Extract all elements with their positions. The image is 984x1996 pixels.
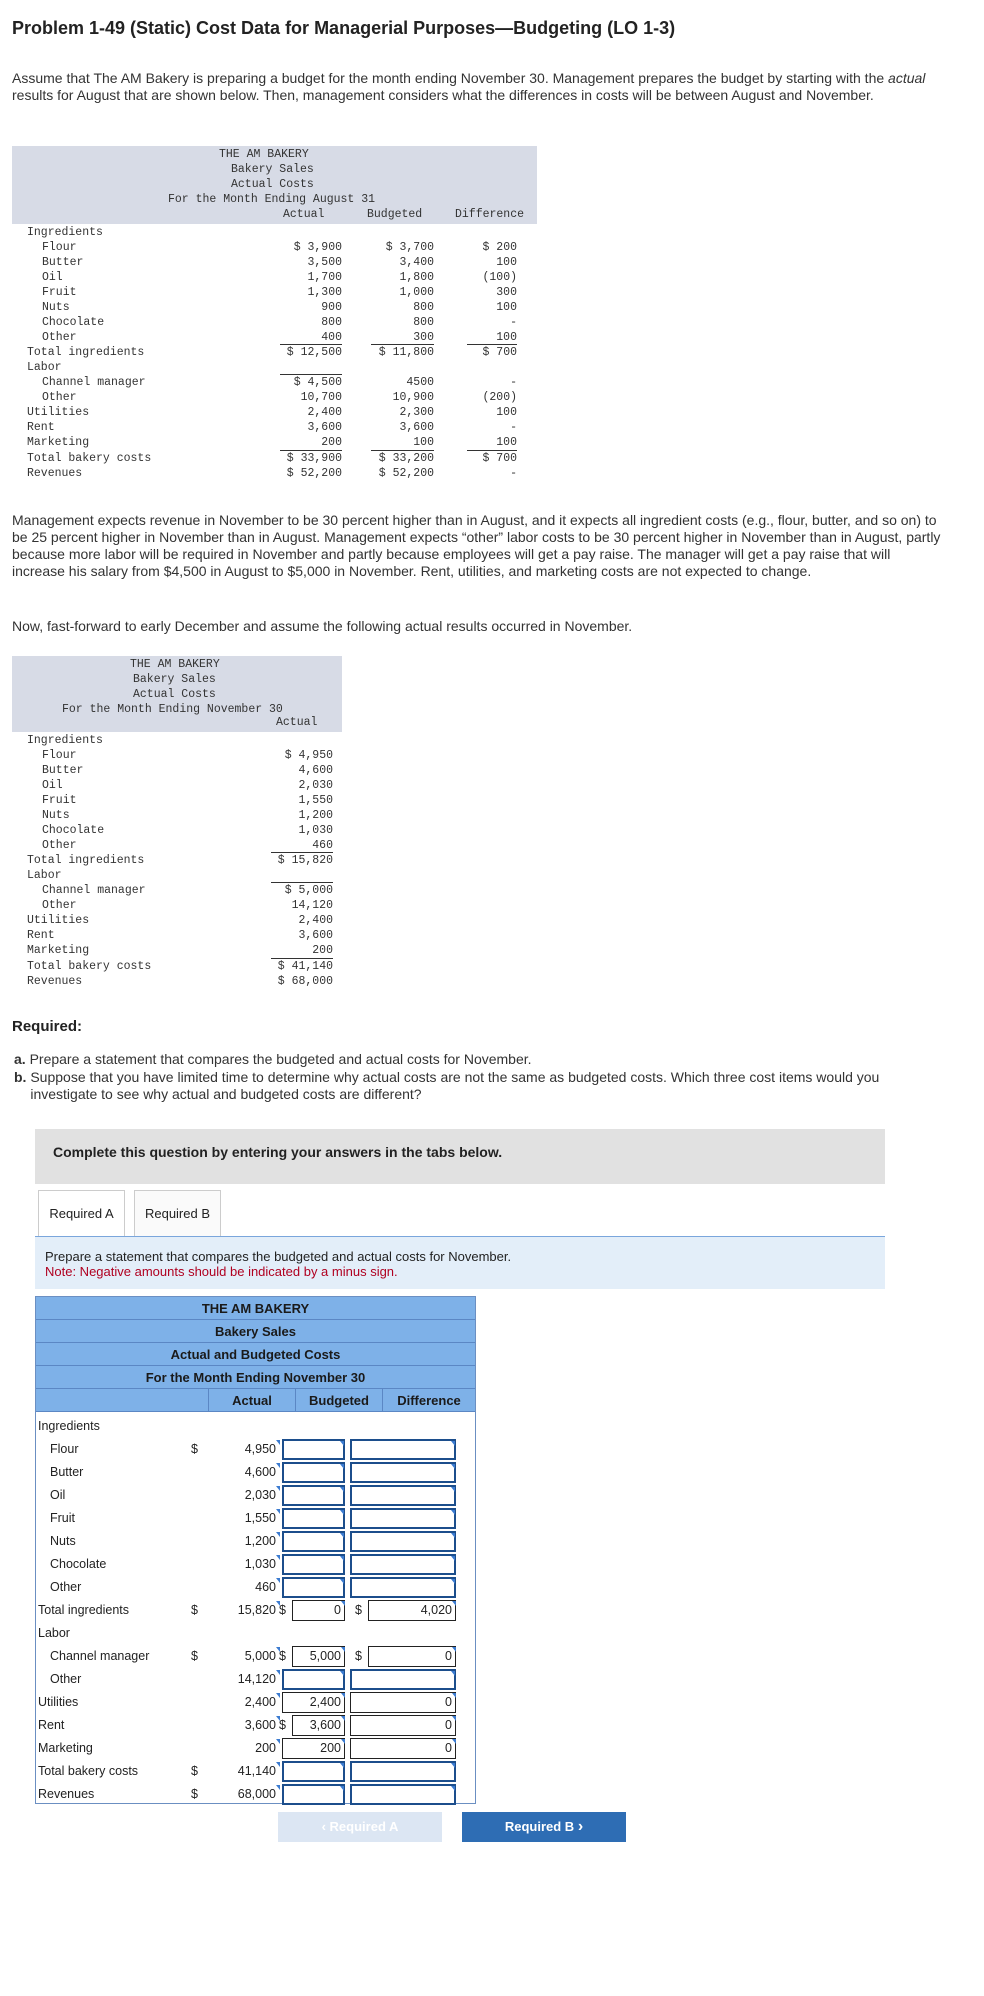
grid-row-label: Other [50, 1580, 82, 1594]
tab-required-b[interactable]: Required B [134, 1190, 221, 1236]
grid-column-header: Budgeted [295, 1389, 382, 1412]
november-underline [271, 852, 333, 853]
budgeted-input[interactable] [282, 1669, 345, 1690]
november-actual-value: $ 68,000 [277, 975, 333, 988]
august-budgeted-value: 300 [413, 331, 434, 344]
august-row-label: Marketing [27, 436, 90, 449]
budgeted-input[interactable]: 200 [282, 1738, 345, 1759]
august-row-label: Nuts [42, 301, 70, 314]
grid-heading-line: Bakery Sales [36, 1320, 475, 1343]
dollar-sign: $ [279, 1718, 286, 1732]
august-difference-value: - [510, 467, 517, 480]
actual-amount: 5,000 [208, 1646, 280, 1667]
actual-amount: 200 [208, 1738, 280, 1759]
november-row-label: Labor [27, 869, 62, 882]
question-a-label: a. [14, 1051, 26, 1067]
prev-tab-button[interactable] [278, 1812, 442, 1842]
november-actual-value: 2,400 [298, 914, 333, 927]
august-difference-value: 100 [496, 301, 517, 314]
actual-amount: 2,030 [208, 1485, 280, 1506]
difference-input[interactable]: 4,020 [368, 1600, 456, 1621]
grid-row-label: Other [50, 1672, 82, 1686]
difference-input[interactable] [350, 1784, 456, 1805]
november-row-label: Channel manager [42, 884, 146, 897]
november-row-label: Chocolate [42, 824, 105, 837]
question-b-label: b. [14, 1069, 27, 1085]
august-actual-value: 400 [321, 331, 342, 344]
november-row-label: Flour [42, 749, 77, 762]
difference-input[interactable]: 0 [368, 1646, 456, 1667]
actual-amount: 1,030 [208, 1554, 280, 1575]
november-actual-value: $ 41,140 [277, 960, 333, 973]
november-actual-value: 1,200 [298, 809, 333, 822]
instruction-text: Prepare a statement that compares the budgeted and actual costs for November. [45, 1249, 512, 1264]
intro-text-1: Assume that The AM Bakery is preparing a budget for the month ending November 30. Management prepares the budget by starting with the [12, 70, 889, 86]
august-actual-value: 900 [321, 301, 342, 314]
august-actual-value: 1,300 [307, 286, 342, 299]
august-column-header: Actual [283, 208, 325, 221]
august-underline [467, 344, 517, 345]
august-difference-value: $ 200 [482, 241, 517, 254]
actual-amount: 1,200 [208, 1531, 280, 1552]
question-b-text: Suppose that you have limited time to determine why actual costs are not the same as budgeted costs. Which three cost items would you investigate to see why actual and budgeted costs are different? [30, 1069, 880, 1102]
august-budgeted-value: $ 3,700 [385, 241, 434, 254]
november-actual-value: 4,600 [298, 764, 333, 777]
budgeted-input[interactable] [282, 1485, 345, 1506]
question-a [14, 1051, 944, 1068]
november-heading-line: Bakery Sales [133, 673, 216, 686]
august-row-label: Channel manager [42, 376, 146, 389]
budgeted-input[interactable] [282, 1531, 345, 1552]
actual-amount: 460 [208, 1577, 280, 1598]
august-underline [371, 344, 434, 345]
august-row-label: Revenues [27, 467, 83, 480]
august-underline [280, 344, 342, 345]
august-actual-value: $ 3,900 [293, 241, 342, 254]
actual-amount: 14,120 [208, 1669, 280, 1690]
november-row-label: Total ingredients [27, 854, 145, 867]
august-difference-value: $ 700 [482, 452, 517, 465]
november-heading-line: THE AM BAKERY [130, 658, 220, 671]
question-b [14, 1069, 944, 1103]
august-heading-line: Actual Costs [231, 178, 314, 191]
actual-amount: 1,550 [208, 1508, 280, 1529]
august-row-label: Rent [27, 421, 55, 434]
budgeted-input[interactable] [282, 1784, 345, 1805]
august-difference-value: 100 [496, 256, 517, 269]
difference-input[interactable] [350, 1669, 456, 1690]
budgeted-input[interactable]: 5,000 [292, 1646, 345, 1667]
november-actual-value: 3,600 [298, 929, 333, 942]
grid-row-label: Channel manager [50, 1649, 150, 1663]
actual-amount: 15,820 [208, 1600, 280, 1621]
august-actual-value: $ 52,200 [286, 467, 342, 480]
november-row-label: Utilities [27, 914, 90, 927]
grid-row-label: Ingredients [38, 1419, 100, 1433]
grid-row-label: Nuts [50, 1534, 76, 1548]
august-budgeted-value: 2,300 [399, 406, 434, 419]
fast-forward-text: Now, fast-forward to early December and assume the following actual results occurred in November. [12, 618, 633, 634]
november-underline [271, 882, 333, 883]
august-budgeted-value: $ 33,200 [378, 452, 434, 465]
difference-input[interactable]: 0 [350, 1738, 456, 1759]
august-difference-value: - [510, 376, 517, 389]
actual-amount: 2,400 [208, 1692, 280, 1713]
august-row-label: Fruit [42, 286, 77, 299]
budgeted-input[interactable] [282, 1439, 345, 1460]
november-actual-value: 2,030 [298, 779, 333, 792]
august-budgeted-value: 100 [413, 436, 434, 449]
november-heading-line: Actual Costs [133, 688, 216, 701]
august-row-label: Chocolate [42, 316, 105, 329]
november-actual-value: 200 [312, 944, 333, 957]
question-a-text: Prepare a statement that compares the budgeted and actual costs for November. [29, 1051, 532, 1067]
august-actual-value: 10,700 [300, 391, 342, 404]
dollar-sign: $ [279, 1603, 286, 1617]
august-row-label: Butter [42, 256, 84, 269]
answer-grid [35, 1296, 476, 1804]
november-row-label: Fruit [42, 794, 77, 807]
november-actual-value: $ 15,820 [277, 854, 333, 867]
august-row-label: Flour [42, 241, 77, 254]
november-row-label: Ingredients [27, 734, 103, 747]
august-difference-value: - [510, 421, 517, 434]
august-row-label: Other [42, 331, 77, 344]
august-row-label: Utilities [27, 406, 90, 419]
difference-input[interactable] [350, 1508, 456, 1529]
august-heading-line: Bakery Sales [231, 163, 314, 176]
august-budgeted-value: $ 52,200 [378, 467, 434, 480]
august-actual-value: 3,500 [307, 256, 342, 269]
november-row-label: Other [42, 899, 77, 912]
actual-amount: 4,950 [208, 1439, 280, 1460]
budgeted-input[interactable]: 2,400 [282, 1692, 345, 1713]
grid-heading-line: For the Month Ending November 30 [36, 1366, 475, 1389]
required-heading: Required: [12, 1018, 83, 1035]
grid-column-header: Actual [208, 1389, 295, 1412]
august-underline [371, 450, 434, 451]
intro-italic: actual [888, 70, 926, 86]
august-difference-value: $ 700 [482, 346, 517, 359]
august-row-label: Total bakery costs [27, 452, 152, 465]
august-underline [280, 450, 342, 451]
august-budgeted-value: 10,900 [392, 391, 434, 404]
august-heading-line: For the Month Ending August 31 [168, 193, 376, 206]
budgeted-input[interactable]: 3,600 [292, 1715, 345, 1736]
instruction-note: Note: Negative amounts should be indicated by a minus sign. [45, 1264, 398, 1279]
august-row-label: Other [42, 391, 77, 404]
august-actual-value: $ 33,900 [286, 452, 342, 465]
august-budgeted-value: 800 [413, 301, 434, 314]
november-row-label: Marketing [27, 944, 90, 957]
chevron-left-icon: ‹ [321, 1819, 326, 1834]
expectations-paragraph: Management expects revenue in November to be 30 percent higher than in August, and it expects all ingredient costs (e.g., flour, butter, and so on) to be 25 percent higher in November than in August. Management expects “other” labor costs to be 30 percent higher in November than in August, partly because more labor will be required in November and partly because employees will get a pay raise. The manager will get a pay raise that will increase his salary from $4,500 in August to $5,000 in November. Rent, utilities, and marketing costs are not expected to change. [12, 512, 941, 579]
grid-row-label: Utilities [38, 1695, 79, 1709]
chevron-right-icon: › [577, 1818, 584, 1835]
grid-row-label: Oil [50, 1488, 66, 1502]
budgeted-input[interactable] [282, 1508, 345, 1529]
grid-row-label: Butter [50, 1465, 84, 1479]
grid-row-label: Chocolate [50, 1557, 107, 1571]
august-difference-value: 100 [496, 331, 517, 344]
august-underline [467, 450, 517, 451]
august-actual-value: $ 4,500 [293, 376, 342, 389]
november-row-label: Nuts [42, 809, 70, 822]
dollar-sign: $ [191, 1787, 198, 1801]
november-actual-value: 460 [312, 839, 333, 852]
november-cost-table [12, 656, 342, 1001]
grid-column-header: Difference [382, 1389, 475, 1412]
august-budgeted-value: 1,800 [399, 271, 434, 284]
difference-input[interactable] [350, 1554, 456, 1575]
difference-input[interactable] [350, 1761, 456, 1782]
instruction-box [35, 1237, 885, 1289]
august-difference-value: (100) [482, 271, 517, 284]
august-actual-value: 800 [321, 316, 342, 329]
august-row-label: Total ingredients [27, 346, 145, 359]
august-difference-value: 100 [496, 436, 517, 449]
august-budgeted-value: 1,000 [399, 286, 434, 299]
difference-input[interactable] [350, 1462, 456, 1483]
august-actual-value: 2,400 [307, 406, 342, 419]
august-actual-value: 1,700 [307, 271, 342, 284]
august-difference-value: - [510, 316, 517, 329]
november-actual-value: $ 4,950 [284, 749, 333, 762]
november-actual-value: $ 5,000 [284, 884, 333, 897]
budgeted-input[interactable]: 0 [292, 1600, 345, 1621]
next-tab-button[interactable] [462, 1812, 626, 1842]
dollar-sign: $ [355, 1649, 362, 1663]
november-underline [271, 958, 333, 959]
grid-row-label: Flour [50, 1442, 79, 1456]
november-actual-value: 1,550 [298, 794, 333, 807]
august-difference-value: (200) [482, 391, 517, 404]
actual-amount: 68,000 [208, 1784, 280, 1805]
november-row-label: Butter [42, 764, 84, 777]
august-actual-value: 200 [321, 436, 342, 449]
august-underline [280, 374, 342, 375]
august-actual-value: $ 12,500 [286, 346, 342, 359]
november-column-header: Actual [276, 716, 318, 729]
november-heading-line: For the Month Ending November 30 [62, 703, 283, 716]
dollar-sign: $ [191, 1764, 198, 1778]
august-budgeted-value: $ 11,800 [378, 346, 434, 359]
dollar-sign: $ [355, 1603, 362, 1617]
budgeted-input[interactable] [282, 1554, 345, 1575]
difference-input[interactable] [350, 1531, 456, 1552]
difference-input[interactable]: 0 [350, 1692, 456, 1713]
dollar-sign: $ [191, 1603, 198, 1617]
difference-input[interactable] [350, 1577, 456, 1598]
grid-row-label: Labor [38, 1626, 70, 1640]
august-budgeted-value: 4500 [406, 376, 434, 389]
november-row-label: Other [42, 839, 77, 852]
august-cost-table [12, 146, 537, 491]
grid-row-label: Rent [38, 1718, 65, 1732]
intro-paragraph [12, 70, 942, 104]
august-column-header: Budgeted [367, 208, 423, 221]
next-tab-label: Required B [504, 1819, 575, 1834]
august-difference-value: 300 [496, 286, 517, 299]
grid-heading-line: THE AM BAKERY [36, 1297, 475, 1320]
august-difference-value: 100 [496, 406, 517, 419]
intro-text-2: results for August that are shown below. Then, management considers what the differences in costs will be between August and November. [12, 87, 874, 103]
tab-required-a[interactable]: Required A [38, 1190, 125, 1236]
grid-header-blank [36, 1389, 208, 1412]
november-row-label: Total bakery costs [27, 960, 152, 973]
grid-heading-line: Actual and Budgeted Costs [36, 1343, 475, 1366]
august-heading-line: THE AM BAKERY [219, 148, 309, 161]
august-budgeted-value: 800 [413, 316, 434, 329]
august-column-header: Difference [455, 208, 525, 221]
november-actual-value: 14,120 [291, 899, 333, 912]
difference-input[interactable] [350, 1439, 456, 1460]
dollar-sign: $ [279, 1649, 286, 1663]
august-budgeted-value: 3,600 [399, 421, 434, 434]
november-row-label: Rent [27, 929, 55, 942]
grid-row-label: Total ingredients [38, 1603, 130, 1617]
august-actual-value: 3,600 [307, 421, 342, 434]
august-row-label: Ingredients [27, 226, 103, 239]
dollar-sign: $ [191, 1649, 198, 1663]
budgeted-input[interactable] [282, 1761, 345, 1782]
august-row-label: Oil [42, 271, 63, 284]
actual-amount: 4,600 [208, 1462, 280, 1483]
november-row-label: Oil [42, 779, 63, 792]
august-row-label: Labor [27, 361, 62, 374]
november-row-label: Revenues [27, 975, 83, 988]
november-actual-value: 1,030 [298, 824, 333, 837]
prev-tab-label: Required A [329, 1819, 399, 1834]
difference-input[interactable] [350, 1485, 456, 1506]
august-budgeted-value: 3,400 [399, 256, 434, 269]
page-title: Problem 1-49 (Static) Cost Data for Managerial Purposes—Budgeting (LO 1-3) [12, 18, 676, 38]
grid-row-label: Revenues [38, 1787, 95, 1801]
difference-input[interactable]: 0 [350, 1715, 456, 1736]
actual-amount: 3,600 [208, 1715, 280, 1736]
grid-row-label: Fruit [50, 1511, 75, 1525]
grid-row-label: Total bakery costs [38, 1764, 139, 1778]
actual-amount: 41,140 [208, 1761, 280, 1782]
dollar-sign: $ [191, 1442, 198, 1456]
grid-row-label: Marketing [38, 1741, 93, 1755]
instructions-panel [35, 1129, 885, 1184]
budgeted-input[interactable] [282, 1577, 345, 1598]
instructions-text: Complete this question by entering your answers in the tabs below. [53, 1144, 503, 1160]
budgeted-input[interactable] [282, 1462, 345, 1483]
